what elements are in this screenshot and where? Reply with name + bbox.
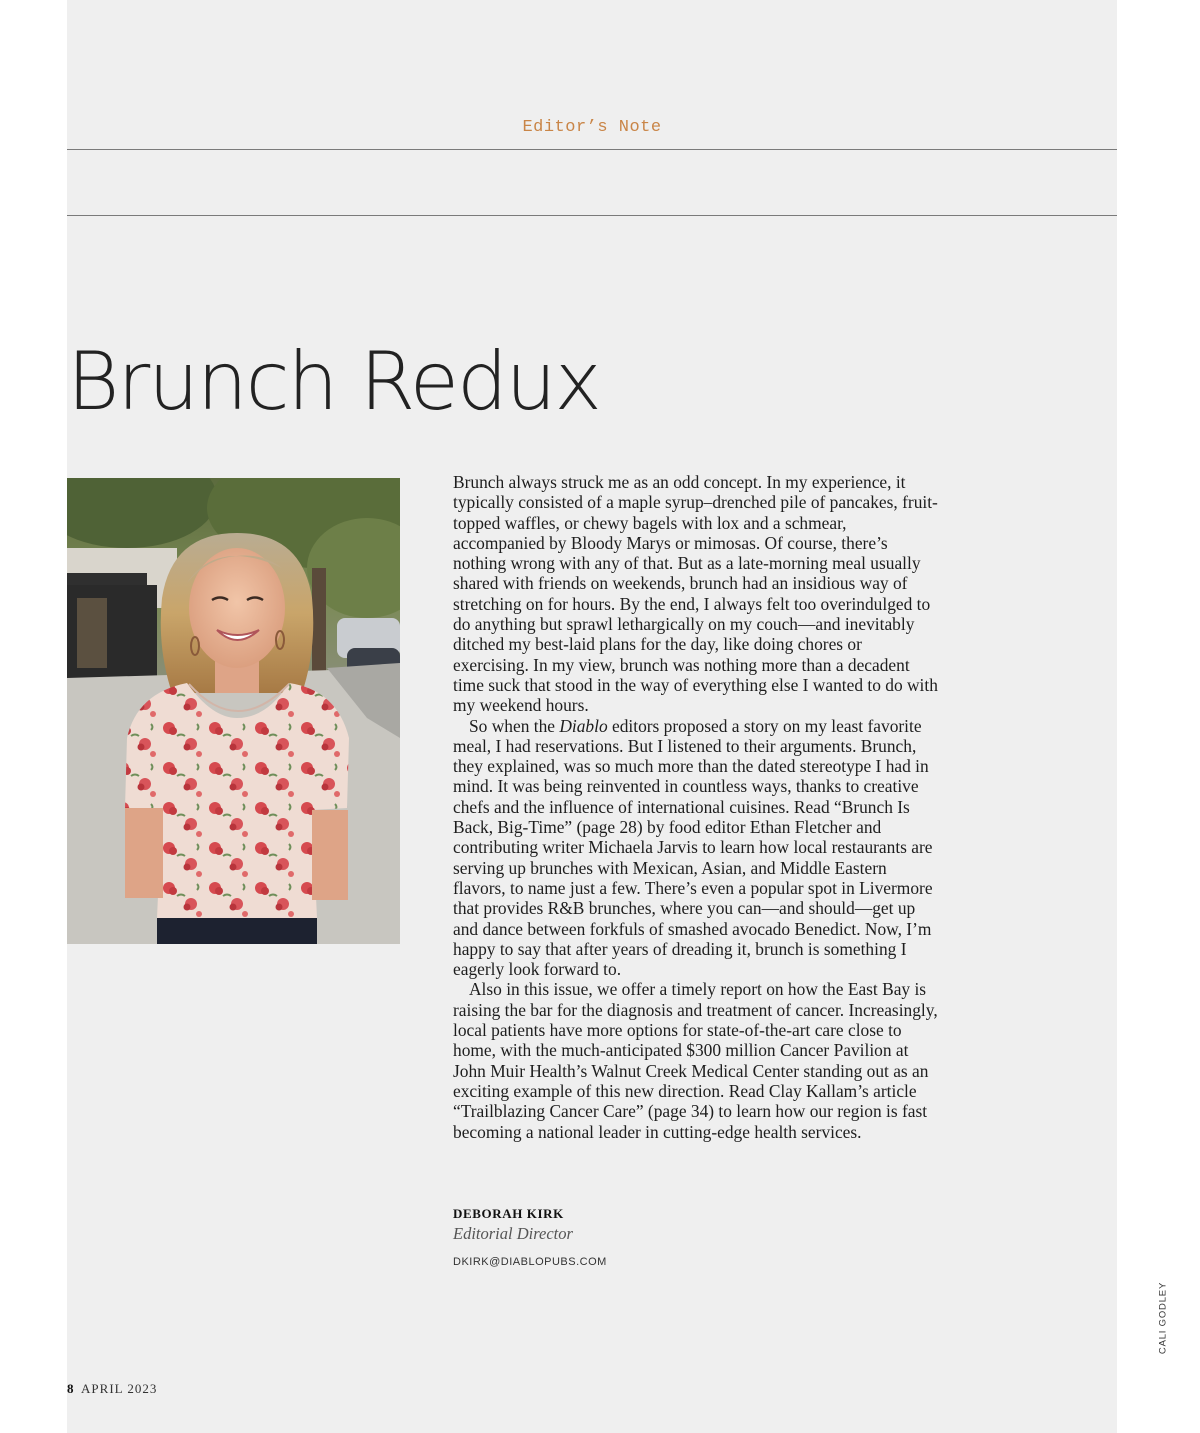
- author-title: Editorial Director: [453, 1224, 573, 1243]
- photo-credit: CALI GODLEY: [1157, 1281, 1169, 1355]
- issue-date: APRIL 2023: [81, 1381, 158, 1396]
- paragraph-1: Brunch always struck me as an odd concept. In my experience, it typically consisted of a maple syrup–drenched pile of pancakes, fruit-topped waffles, or chewy bagels with lox and a schmear, accompanied by Bloody Marys or mimosas. Of course, there’s nothing wrong with any of that. But as a late-morning meal usually shared with friends on weekends, brunch had an insidious way of stretching on for hours. By the end, I always felt too overindulged to do anything but sprawl lethargically on my couch—and inevitably ditched my best-laid plans for the day, like doing chores or exercising. In my view, brunch was nothing more than a decadent time suck that stood in the way of everything else I wanted to do with my weekend hours.: [453, 472, 938, 716]
- paragraph-3: Also in this issue, we offer a timely report on how the East Bay is raising the bar for the diagnosis and treatment of cancer. Increasingly, local patients have more options for state-of-the-art care close to home, with the much-anticipated $300 million Cancer Pavilion at John Muir Health’s Walnut Creek Medical Center standing out as an exciting example of this new direction. Read Clay Kallam’s article “Trailblazing Cancer Care” (page 34) to learn how our region is fast becoming a national leader in cutting-edge health services.: [453, 979, 938, 1142]
- page-number: 8: [67, 1381, 75, 1396]
- second-rule: [67, 215, 1117, 216]
- magazine-page: [67, 0, 1117, 1433]
- section-label: Editor’s Note: [522, 118, 662, 137]
- author-name: DEBORAH KIRK: [453, 1206, 564, 1221]
- article-body: [453, 472, 938, 1142]
- folio: [67, 1381, 157, 1397]
- top-rule: [67, 149, 1117, 150]
- signature-block: [453, 1206, 607, 1268]
- paragraph-2-rest: editors proposed a story on my least favorite meal, I had reservations. But I listened to their arguments. Brunch, they explained, was so much more than the dated stereotype I had in mind. It was being reinvented in countless ways, thanks to creative chefs and the influence of international cuisines. Read “Brunch Is Back, Big-Time” (page 28) by food editor Ethan Fletcher and contributing writer Michaela Jarvis to learn how local restaurants are serving up brunches with Mexican, Asian, and Middle Eastern flavors, to name just a few. There’s even a popular spot in Livermore that provides R&B brunches, where you can—and should—get up and dance between forkfuls of smashed avocado Benedict. Now, I’m happy to say that after years of dreading it, brunch is something I eagerly look forward to.: [453, 715, 933, 980]
- paragraph-2: [453, 716, 938, 980]
- headline: Brunch Redux: [67, 335, 600, 428]
- publication-name: Diablo: [559, 715, 608, 736]
- author-email[interactable]: DKIRK@DIABLOPUBS.COM: [453, 1256, 607, 1268]
- editor-photo: [67, 478, 400, 944]
- editor-photo-illustration: [67, 478, 400, 944]
- paragraph-2-start: So when the: [469, 715, 560, 736]
